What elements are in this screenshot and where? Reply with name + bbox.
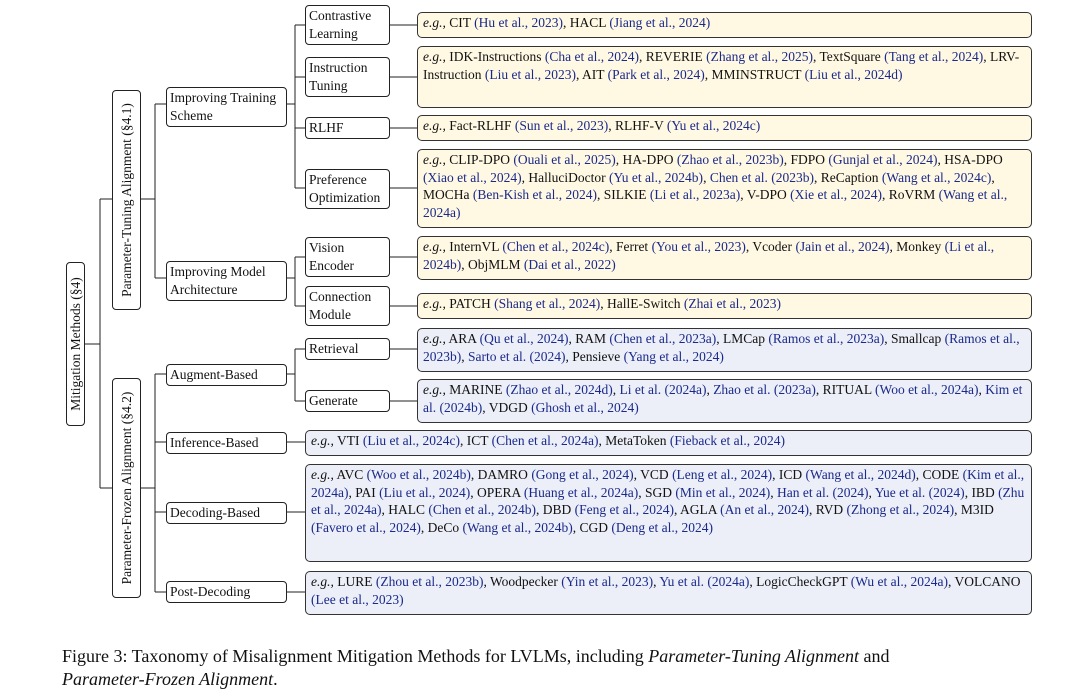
category-inference-based [166, 432, 287, 454]
category-label: Improving Model Architecture [170, 264, 266, 297]
citation: Zhao et al. (2023a) [713, 382, 816, 397]
citation: (Yu et al., 2024c) [666, 118, 761, 133]
group-label: Parameter-Tuning Alignment (§4.1) [118, 103, 134, 297]
method-text: , [978, 382, 986, 397]
leaf-generate [417, 379, 1032, 423]
method-text: , [868, 484, 875, 500]
group-parameter-frozen [112, 378, 141, 598]
category-label: Improving Training Scheme [170, 90, 277, 123]
method-text: , DAMRO [470, 467, 532, 482]
method-text: , [770, 484, 777, 500]
citation: (Cha et al., 2024) [544, 49, 639, 64]
method-text: CODE [922, 467, 963, 482]
method-text: , REVERIE [638, 49, 707, 64]
method-text: , PAI [348, 484, 380, 500]
citation: (Wang et al., 2024c) [881, 169, 992, 185]
citation: (Zhang et al., 2025) [706, 49, 813, 64]
citation: (Yang et al., 2024) [623, 348, 724, 364]
eg-prefix: e.g., [423, 331, 446, 346]
category-improving-training-scheme [166, 87, 287, 127]
category-improving-model-architecture [166, 261, 287, 301]
method-text: , Vcoder [745, 239, 796, 254]
method-text: , Ferret [609, 239, 652, 254]
leaf-rlhf [417, 115, 1032, 141]
caption-prefix: Figure 3: Taxonomy of Misalignment Mitigation Methods for LVLMs, including [62, 646, 649, 666]
citation: (Wang et al., 2024d) [805, 467, 916, 482]
caption-suffix: . [273, 669, 278, 689]
figure-caption [62, 645, 1042, 691]
subcategory-label: Vision Encoder [309, 240, 354, 273]
method-text: , [612, 382, 620, 397]
connector-training [287, 25, 305, 188]
leaf-instruction-tuning [417, 46, 1032, 108]
citation: (Min et al., 2024) [675, 484, 771, 500]
subcategory-retrieval [305, 338, 390, 360]
category-label: Decoding-Based [170, 505, 260, 520]
citation: (Xie et al., 2024) [790, 187, 882, 202]
citation: Yue et al. (2024) [874, 484, 965, 500]
citation: (An et al., 2024) [720, 502, 809, 517]
subcategory-preference-optimization [305, 169, 390, 209]
category-label: Post-Decoding [170, 584, 251, 599]
citation: (Ouali et al., 2025) [513, 152, 616, 167]
leaf-post-decoding [305, 571, 1032, 615]
method-text: , OPERA [470, 484, 524, 500]
citation: (Wang et al., 2024b) [462, 519, 573, 535]
leaf-connection-module [417, 293, 1032, 319]
connector-group-frozen [141, 374, 166, 592]
method-text: , [915, 467, 923, 482]
citation: Yu et al. (2024a) [659, 574, 750, 589]
method-text: CLIP-DPO [445, 152, 514, 167]
caption-middle: and [859, 646, 890, 666]
eg-prefix: e.g., [423, 15, 446, 30]
method-text: , CGD [572, 519, 612, 535]
method-text: , VCD [633, 467, 673, 482]
citation: (Ramos et al., 2023a) [768, 331, 885, 346]
citation: (Lee et al., 2023) [311, 591, 404, 607]
method-text: , MOCHa [423, 169, 995, 202]
citation: (Wang et al., 2024a) [423, 187, 1008, 220]
method-text: , HA-DPO [615, 152, 677, 167]
leaf-inference-based [305, 430, 1032, 456]
method-text: , ICD [772, 467, 806, 482]
citation: (Zhao et al., 2023b) [676, 152, 784, 167]
citation: (Dai et al., 2022) [523, 256, 616, 272]
subcategory-instruction-tuning [305, 57, 390, 97]
citation: (Zhao et al., 2024d) [505, 382, 613, 397]
method-text: , HSA-DPO [937, 152, 1003, 167]
method-text: , ReCaption [814, 169, 882, 185]
method-text: PATCH [445, 296, 495, 311]
citation: (Yu et al., 2024b) [608, 169, 704, 185]
citation: (Favero et al., 2024) [311, 519, 421, 535]
method-text: , ObjMLM [461, 256, 524, 272]
method-text: , IBD [964, 484, 999, 500]
citation: Sarto et al. (2024) [468, 348, 566, 364]
method-text: , [706, 382, 714, 397]
citation: (Zhou et al., 2023b) [375, 574, 484, 589]
citation: (Fieback et al., 2024) [669, 433, 785, 448]
citation: (Wu et al., 2024a) [850, 574, 949, 589]
method-text: , V-DPO [740, 187, 791, 202]
subcategory-label: Contrastive Learning [309, 8, 372, 41]
subcategory-label: Generate [309, 393, 358, 408]
method-text: InternVL [445, 239, 503, 254]
eg-prefix: e.g., [423, 118, 446, 133]
method-text: , HACL [563, 15, 610, 30]
citation: (Huang et al., 2024a) [523, 484, 639, 500]
citation: (Deng et al., 2024) [611, 519, 713, 535]
leaf-preference-optimization [417, 149, 1032, 228]
method-text: , [703, 169, 710, 185]
group-label: Parameter-Frozen Alignment (§4.2) [118, 391, 134, 585]
method-text: , Woodpecker [483, 574, 562, 589]
eg-prefix: e.g., [311, 467, 334, 482]
method-text: , RAM [568, 331, 610, 346]
subcategory-label: Retrieval [309, 341, 359, 356]
citation: (Woo et al., 2024a) [875, 382, 979, 397]
connector-group-tuning [141, 104, 166, 278]
eg-prefix: e.g., [423, 49, 446, 64]
eg-prefix: e.g., [423, 382, 446, 397]
method-text: , SILKIE [596, 187, 650, 202]
category-label: Inference-Based [170, 435, 259, 450]
method-text: , AGLA [673, 502, 721, 517]
method-text: , Monkey [889, 239, 945, 254]
method-text: , LMCap [716, 331, 769, 346]
root-label: Mitigation Methods (§4) [67, 277, 83, 411]
citation: (Li et al., 2023a) [649, 187, 741, 202]
subcategory-connection-module [305, 286, 390, 326]
leaf-decoding-based [305, 464, 1032, 562]
method-text: , DeCo [420, 519, 463, 535]
citation: (Xiao et al., 2024) [423, 169, 522, 185]
eg-prefix: e.g., [311, 433, 334, 448]
connector-augment [287, 349, 305, 401]
citation: (Liu et al., 2024) [379, 484, 471, 500]
subcategory-vision-encoder [305, 237, 390, 277]
citation: (Chen et al., 2024a) [491, 433, 599, 448]
method-text: , VDGD [482, 399, 532, 415]
citation: Kim et al. (2024b) [423, 382, 1023, 415]
method-text: , M3ID [954, 502, 994, 517]
citation: (Zhong et al., 2024) [846, 502, 955, 517]
category-label: Augment-Based [170, 367, 258, 382]
method-text: , RoVRM [881, 187, 939, 202]
method-text: VTI [333, 433, 363, 448]
citation: (Qu et al., 2024) [479, 331, 569, 346]
citation: (Sun et al., 2023) [514, 118, 609, 133]
citation: (Zhu et al., 2024a) [311, 484, 1025, 517]
method-text: LURE [333, 574, 376, 589]
method-text: IDK-Instructions [445, 49, 545, 64]
method-text: , HALC [381, 502, 429, 517]
eg-prefix: e.g., [311, 574, 334, 589]
subcategory-label: Connection Module [309, 289, 372, 322]
method-text: , [461, 348, 468, 364]
connector-root [85, 199, 112, 488]
citation: (Gong et al., 2024) [531, 467, 634, 482]
method-text: CIT [445, 15, 475, 30]
citation: (Liu et al., 2024d) [804, 66, 903, 82]
citation: (Hu et al., 2023) [474, 15, 563, 30]
method-text: , [948, 574, 955, 589]
citation: (Ben-Kish et al., 2024) [472, 187, 597, 202]
subcategory-label: Preference Optimization [309, 172, 381, 205]
method-text: , MetaToken [598, 433, 670, 448]
connector-architecture [287, 257, 305, 306]
citation: (Jain et al., 2024) [795, 239, 890, 254]
citation: (Liu et al., 2023) [484, 66, 576, 82]
citation: (Chen et al., 2024b) [428, 502, 536, 517]
citation: (Gunjal et al., 2024) [828, 152, 938, 167]
leaf-retrieval [417, 328, 1032, 372]
citation: (Li et al., 2024b) [423, 239, 995, 272]
subcategory-contrastive-learning [305, 5, 390, 45]
method-text: , HalluciDoctor [521, 169, 609, 185]
citation: Li et al. (2024a) [619, 382, 707, 397]
method-text: Fact-RLHF [445, 118, 515, 133]
citation: (Tang et al., 2024) [884, 49, 984, 64]
citation: (Jiang et al., 2024) [609, 15, 711, 30]
citation: (Liu et al., 2024c) [362, 433, 460, 448]
method-text: , RLHF-V [608, 118, 667, 133]
method-text: , LRV-Instruction [423, 49, 1020, 82]
citation: (Ramos et al., 2023b) [423, 331, 1020, 364]
subcategory-generate [305, 390, 390, 412]
root-node [66, 262, 85, 426]
citation: (Chen et al., 2024c) [502, 239, 610, 254]
method-text: , HallE-Switch [600, 296, 684, 311]
subcategory-label: RLHF [309, 120, 344, 135]
method-text: MARINE [445, 382, 506, 397]
group-parameter-tuning [112, 90, 141, 310]
method-text: , SGD [638, 484, 676, 500]
method-text: AVC [333, 467, 367, 482]
subcategory-rlhf [305, 117, 390, 139]
method-text: , Smallcap [884, 331, 945, 346]
citation: (You et al., 2023) [651, 239, 746, 254]
caption-em-frozen: Parameter-Frozen Alignment [62, 669, 274, 689]
method-text: , Pensieve [565, 348, 624, 364]
leaf-contrastive-learning [417, 12, 1032, 38]
method-text: , TextSquare [812, 49, 885, 64]
category-augment-based [166, 364, 287, 386]
citation: (Yin et al., 2023) [561, 574, 654, 589]
citation: (Woo et al., 2024b) [366, 467, 471, 482]
method-text: , AIT [575, 66, 608, 82]
citation: (Leng et al., 2024) [672, 467, 773, 482]
method-text: , [653, 574, 660, 589]
citation: (Chen et al., 2023a) [609, 331, 717, 346]
method-text: , RITUAL [815, 382, 876, 397]
eg-prefix: e.g., [423, 296, 446, 311]
citation: (Feng et al., 2024) [574, 502, 674, 517]
method-text: ARA [445, 331, 480, 346]
citation: Chen et al. (2023b) [709, 169, 815, 185]
citation: (Kim et al., 2024a) [311, 467, 1025, 500]
category-decoding-based [166, 502, 287, 524]
method-text: , LogicCheckGPT [749, 574, 851, 589]
citation: (Zhai et al., 2023) [683, 296, 781, 311]
category-post-decoding [166, 581, 287, 603]
leaf-vision-encoder [417, 236, 1032, 280]
citation: (Shang et al., 2024) [494, 296, 601, 311]
citation: (Ghosh et al., 2024) [531, 399, 639, 415]
subcategory-label: Instruction Tuning [309, 60, 368, 93]
method-text: , DBD [535, 502, 575, 517]
citation: Han et al. (2024) [776, 484, 869, 500]
method-text: VOLCANO [954, 574, 1021, 589]
citation: (Park et al., 2024) [607, 66, 705, 82]
eg-prefix: e.g., [423, 152, 446, 167]
method-text: , RVD [808, 502, 847, 517]
method-text: , FDPO [783, 152, 829, 167]
method-text: , MMINSTRUCT [704, 66, 805, 82]
eg-prefix: e.g., [423, 239, 446, 254]
method-text: , ICT [459, 433, 492, 448]
caption-em-tuning: Parameter-Tuning Alignment [648, 646, 860, 666]
